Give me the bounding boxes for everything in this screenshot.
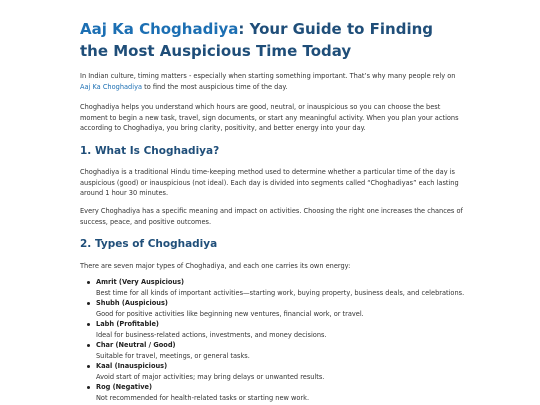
type-description: Ideal for business-related actions, investments, and money decisions. [96, 330, 327, 339]
list-item [96, 298, 476, 319]
type-description: Avoid start of major activities; may bring delays or unwanted results. [96, 372, 325, 381]
section1-paragraph-2: Every Choghadiya has a specific meaning and impact on activities. Choosing the right one increases the chances of success, peace, and positive outcomes. [80, 207, 463, 226]
list-item [96, 361, 476, 382]
type-name: Shubh (Auspicious) [96, 299, 168, 307]
bullet-icon [87, 365, 90, 368]
intro-paragraph-2: Choghadiya helps you understand which hours are good, neutral, or inauspicious so you can choose the best moment to begin a new task, travel, sign documents, or start any meaningful activity. When you plan your actions according to Choghadiya, you bring clarity, positivity, and better energy into your day. [80, 103, 459, 132]
list-item [96, 382, 476, 403]
type-description: Suitable for travel, meetings, or general tasks. [96, 351, 250, 360]
list-item [96, 277, 476, 298]
title-text: : Your Guide to Finding the Most Auspicious Time Today [80, 20, 434, 60]
intro-text: In Indian culture, timing matters - especially when starting something important. That’s why many people rely on [80, 72, 456, 80]
intro-link[interactable]: Aaj Ka Choghadiya [80, 82, 143, 91]
type-description: Best time for all kinds of important activities—starting work, buying property, business deals, and celebrations. [96, 288, 465, 297]
bullet-icon [87, 281, 90, 284]
type-description: Not recommended for health-related tasks or starting new work. [96, 393, 310, 402]
type-description: Good for positive activities like beginning new ventures, financial work, or travel. [96, 309, 364, 318]
article-title [80, 18, 465, 62]
choghadiya-types-list [96, 277, 476, 403]
type-name: Labh (Profitable) [96, 320, 159, 328]
type-name: Rog (Negative) [96, 383, 152, 391]
bullet-icon [87, 386, 90, 389]
section-heading-2: 2. Types of Choghadiya [80, 238, 218, 250]
section1-paragraph-1: Choghadiya is a traditional Hindu time-keeping method used to determine whether a particular time of the day is auspicious (good) or inauspicious (not ideal). Each day is divided into segments called “Choghadiyas” each lasting around 1 hour 30 minutes. [80, 168, 459, 197]
bullet-icon [87, 323, 90, 326]
section-heading-1: 1. What Is Choghadiya? [80, 145, 220, 157]
bullet-icon [87, 302, 90, 305]
list-item [96, 319, 476, 340]
type-name: Kaal (Inauspicious) [96, 362, 168, 370]
type-name: Amrit (Very Auspicious) [96, 278, 185, 286]
section2-intro: There are seven major types of Choghadiya, and each one carries its own energy: [80, 262, 351, 270]
list-item [96, 340, 476, 361]
bullet-icon [87, 344, 90, 347]
title-link[interactable]: Aaj Ka Choghadiya [80, 20, 239, 38]
intro-text-end: to find the most auspicious time of the day. [142, 82, 288, 91]
intro-paragraph-1 [80, 71, 465, 92]
type-name: Char (Neutral / Good) [96, 341, 176, 349]
